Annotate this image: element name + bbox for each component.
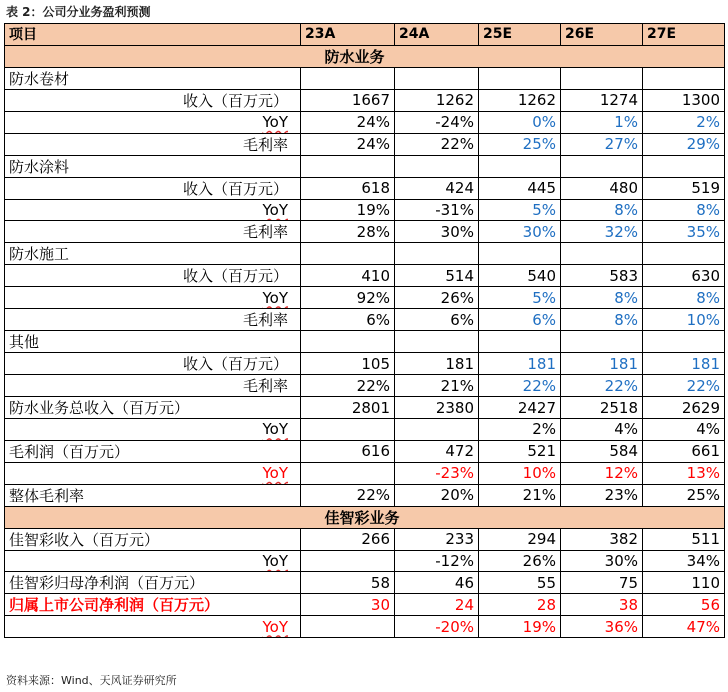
table-row — [5, 177, 725, 199]
empty-cell — [479, 155, 561, 177]
value-cell: -12% — [395, 550, 479, 572]
value-cell: 28 — [479, 594, 561, 616]
value-cell: 1262 — [479, 89, 561, 111]
value-cell: 36% — [561, 616, 643, 638]
empty-cell — [643, 67, 725, 89]
value-cell: 26% — [395, 287, 479, 309]
empty-cell — [643, 243, 725, 265]
yoy-label — [5, 199, 301, 221]
row-label — [5, 594, 301, 616]
value-cell: 181 — [395, 353, 479, 375]
value-cell: 13% — [643, 462, 725, 484]
empty-cell — [395, 67, 479, 89]
empty-cell — [301, 331, 395, 353]
value-cell — [301, 462, 395, 484]
value-cell: 22% — [395, 133, 479, 155]
value-cell: 6% — [395, 309, 479, 331]
value-cell: 34% — [643, 550, 725, 572]
value-cell: 584 — [561, 440, 643, 462]
table-row — [5, 616, 725, 638]
value-cell: 19% — [479, 616, 561, 638]
value-cell: 583 — [561, 265, 643, 287]
row-label-text: 毛利率 — [242, 135, 288, 154]
empty-cell — [479, 67, 561, 89]
header-cell-item: 项目 — [5, 24, 301, 46]
value-cell: 24 — [395, 594, 479, 616]
value-cell: 24% — [301, 111, 395, 133]
value-cell: 630 — [643, 265, 725, 287]
value-cell: 46 — [395, 572, 479, 594]
header-cell-25e: 25E — [479, 24, 561, 46]
row-label-text: 毛利率 — [242, 223, 288, 242]
row-label-text: 归属上市公司净利润（百万元） — [9, 596, 220, 615]
group-row — [5, 243, 725, 265]
row-label — [5, 221, 301, 243]
yoy-label — [5, 287, 301, 309]
table-row — [5, 462, 725, 484]
value-cell: 233 — [395, 528, 479, 550]
value-cell: 32% — [561, 221, 643, 243]
empty-cell — [395, 331, 479, 353]
value-cell: 181 — [643, 353, 725, 375]
group-label: 防水施工 — [5, 243, 301, 265]
value-cell: 8% — [561, 199, 643, 221]
empty-cell — [479, 243, 561, 265]
value-cell: 30% — [561, 550, 643, 572]
row-label-text: 收入（百万元） — [182, 355, 288, 373]
row-label-text: 收入（百万元） — [182, 267, 288, 286]
value-cell — [395, 419, 479, 441]
section-spacer — [5, 506, 301, 528]
empty-cell — [301, 67, 395, 89]
row-label-text: 收入（百万元） — [182, 91, 288, 110]
table-row — [5, 199, 725, 221]
value-cell: 22% — [643, 375, 725, 397]
value-cell: 58 — [301, 572, 395, 594]
table-row — [5, 397, 725, 419]
value-cell: 23% — [561, 484, 643, 506]
value-cell: 5% — [479, 199, 561, 221]
value-cell: 28% — [301, 221, 395, 243]
value-cell: 21% — [479, 484, 561, 506]
empty-cell — [643, 155, 725, 177]
value-cell: 1300 — [643, 89, 725, 111]
header-cell-24a: 24A — [395, 24, 479, 46]
empty-cell — [561, 331, 643, 353]
value-cell: 92% — [301, 287, 395, 309]
value-cell: 30 — [301, 594, 395, 616]
empty-cell — [643, 331, 725, 353]
row-label — [5, 572, 301, 594]
row-label-text: YoY — [262, 113, 288, 132]
empty-cell — [301, 155, 395, 177]
value-cell: 21% — [395, 375, 479, 397]
value-cell: 27% — [561, 133, 643, 155]
value-cell: 6% — [479, 309, 561, 331]
row-label — [5, 440, 301, 462]
value-cell: 30% — [395, 221, 479, 243]
value-cell: 19% — [301, 199, 395, 221]
value-cell: 30% — [479, 221, 561, 243]
value-cell: 1274 — [561, 89, 643, 111]
value-cell: 110 — [643, 572, 725, 594]
value-cell: 1262 — [395, 89, 479, 111]
value-cell: 29% — [643, 133, 725, 155]
table-row — [5, 111, 725, 133]
value-cell: 521 — [479, 440, 561, 462]
table-body — [5, 24, 725, 638]
yoy-label — [5, 462, 301, 484]
value-cell: 294 — [479, 528, 561, 550]
value-cell — [301, 616, 395, 638]
table-row — [5, 265, 725, 287]
value-cell: 424 — [395, 177, 479, 199]
yoy-label — [5, 419, 301, 441]
value-cell: 445 — [479, 177, 561, 199]
value-cell: 6% — [301, 309, 395, 331]
value-cell: 181 — [561, 353, 643, 375]
value-cell: 25% — [479, 133, 561, 155]
row-label-text: 收入（百万元） — [182, 179, 288, 198]
row-label-text: 毛利率 — [242, 311, 288, 329]
value-cell: 22% — [479, 375, 561, 397]
row-label-text: YoY — [262, 288, 288, 307]
value-cell: 26% — [479, 550, 561, 572]
group-label: 防水涂料 — [5, 155, 301, 177]
group-row — [5, 155, 725, 177]
value-cell: -23% — [395, 462, 479, 484]
value-cell: 1667 — [301, 89, 395, 111]
value-cell: 2% — [479, 419, 561, 441]
empty-cell — [395, 243, 479, 265]
section-row — [5, 45, 725, 67]
value-cell: 10% — [479, 462, 561, 484]
row-label — [5, 397, 301, 419]
row-label-text: YoY — [262, 464, 288, 483]
value-cell — [301, 419, 395, 441]
value-cell: 480 — [561, 177, 643, 199]
yoy-label — [5, 111, 301, 133]
table-row — [5, 594, 725, 616]
value-cell: 4% — [643, 419, 725, 441]
value-cell: 2427 — [479, 397, 561, 419]
table-row — [5, 419, 725, 441]
value-cell: 472 — [395, 440, 479, 462]
empty-cell — [479, 331, 561, 353]
row-label — [5, 265, 301, 287]
group-row — [5, 331, 725, 353]
empty-cell — [395, 155, 479, 177]
empty-cell — [561, 155, 643, 177]
value-cell: 8% — [561, 309, 643, 331]
yoy-label — [5, 550, 301, 572]
row-label — [5, 133, 301, 155]
group-label: 防水卷材 — [5, 67, 301, 89]
value-cell: 2518 — [561, 397, 643, 419]
table-row — [5, 440, 725, 462]
table-row — [5, 353, 725, 375]
table-row — [5, 89, 725, 111]
forecast-table — [4, 23, 725, 638]
value-cell: 8% — [561, 287, 643, 309]
value-cell: 661 — [643, 440, 725, 462]
row-label — [5, 177, 301, 199]
yoy-label — [5, 616, 301, 638]
table-row — [5, 287, 725, 309]
table-row — [5, 375, 725, 397]
value-cell: 616 — [301, 440, 395, 462]
row-label-text: 防水业务总收入（百万元） — [9, 399, 190, 417]
row-label-text: 佳智彩收入（百万元） — [9, 530, 160, 549]
empty-cell — [561, 243, 643, 265]
value-cell: 24% — [301, 133, 395, 155]
empty-cell — [561, 67, 643, 89]
value-cell: 8% — [643, 287, 725, 309]
table-row — [5, 309, 725, 331]
value-cell: 266 — [301, 528, 395, 550]
row-label-text: 毛利润（百万元） — [9, 442, 130, 461]
value-cell: 2629 — [643, 397, 725, 419]
value-cell: 5% — [479, 287, 561, 309]
value-cell: 22% — [301, 375, 395, 397]
row-label — [5, 309, 301, 331]
row-label-text: 佳智彩归母净利润（百万元） — [9, 574, 205, 593]
value-cell: 8% — [643, 199, 725, 221]
row-label — [5, 89, 301, 111]
value-cell: 2% — [643, 111, 725, 133]
value-cell: -20% — [395, 616, 479, 638]
table-row — [5, 572, 725, 594]
value-cell: 618 — [301, 177, 395, 199]
value-cell: 519 — [643, 177, 725, 199]
row-label-text: YoY — [262, 617, 288, 636]
table-row — [5, 221, 725, 243]
section-title: 佳智彩业务 — [301, 506, 725, 528]
value-cell: 511 — [643, 528, 725, 550]
group-label: 其他 — [5, 331, 301, 353]
row-label — [5, 375, 301, 397]
table-row — [5, 484, 725, 506]
value-cell: 181 — [479, 353, 561, 375]
row-label-text: YoY — [262, 200, 288, 219]
value-cell: 1% — [561, 111, 643, 133]
value-cell: -24% — [395, 111, 479, 133]
table-row — [5, 528, 725, 550]
header-cell-23a: 23A — [301, 24, 395, 46]
value-cell — [301, 550, 395, 572]
value-cell: 540 — [479, 265, 561, 287]
table-caption: 表 2：公司分业务盈利预测 — [6, 5, 151, 19]
header-cell-27e: 27E — [643, 24, 725, 46]
value-cell: 25% — [643, 484, 725, 506]
section-title: 防水业务 — [301, 45, 725, 67]
row-label-text: 毛利率 — [242, 377, 288, 395]
value-cell: 22% — [561, 375, 643, 397]
value-cell: 55 — [479, 572, 561, 594]
row-label — [5, 484, 301, 506]
row-label-text: 整体毛利率 — [9, 486, 85, 505]
section-spacer — [5, 45, 301, 67]
value-cell: 22% — [301, 484, 395, 506]
value-cell: 20% — [395, 484, 479, 506]
empty-cell — [301, 243, 395, 265]
value-cell: 75 — [561, 572, 643, 594]
row-label-text: YoY — [262, 551, 288, 570]
value-cell: 514 — [395, 265, 479, 287]
value-cell: 47% — [643, 616, 725, 638]
group-row — [5, 67, 725, 89]
value-cell: 4% — [561, 419, 643, 441]
table-row — [5, 133, 725, 155]
header-row — [5, 24, 725, 46]
value-cell: 2380 — [395, 397, 479, 419]
value-cell: 12% — [561, 462, 643, 484]
row-label — [5, 528, 301, 550]
value-cell: 105 — [301, 353, 395, 375]
value-cell: 10% — [643, 309, 725, 331]
value-cell: 0% — [479, 111, 561, 133]
value-cell: 35% — [643, 221, 725, 243]
table-row — [5, 550, 725, 572]
source-note: 资料来源：Wind、天风证券研究所 — [6, 674, 177, 687]
value-cell: -31% — [395, 199, 479, 221]
value-cell: 38 — [561, 594, 643, 616]
value-cell: 410 — [301, 265, 395, 287]
value-cell: 2801 — [301, 397, 395, 419]
row-label — [5, 353, 301, 375]
header-cell-26e: 26E — [561, 24, 643, 46]
value-cell: 56 — [643, 594, 725, 616]
row-label-text: YoY — [262, 420, 288, 439]
section-row — [5, 506, 725, 528]
value-cell: 382 — [561, 528, 643, 550]
